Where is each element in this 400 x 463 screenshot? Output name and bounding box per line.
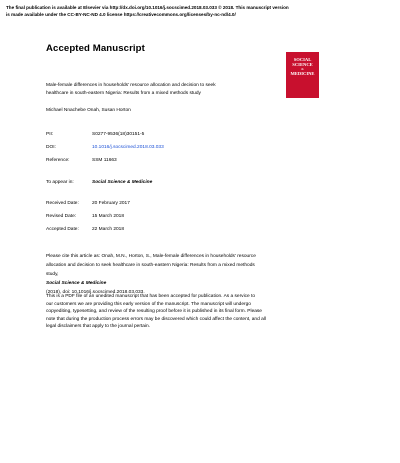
- disclaimer-line: copyediting, typesetting, and review of the resulting proof before it is published in its final form. Please: [46, 309, 262, 314]
- cover-text: &: [301, 67, 304, 71]
- meta-journal: [46, 179, 152, 186]
- meta-doi: [46, 144, 164, 151]
- disclaimer-line: This is a PDF file of an unedited manuscript that has been accepted for publication. As a service to: [46, 294, 256, 299]
- meta-revised: [46, 213, 124, 220]
- article-title: [46, 82, 278, 98]
- meta-label: Received Date:: [46, 201, 79, 206]
- citation-text: (2018), doi: 10.1016/j.socscimed.2018.03.033.: [46, 290, 145, 295]
- citation-text: study,: [46, 272, 59, 277]
- license-notice-line: is made available under the CC-BY-NC-ND 4.0 license https://creativecommons.org/licenses/by-nc-nd/4.0/: [6, 12, 236, 17]
- citation-line: Please cite this article as: Onah, M.N., Horton, S., Male-female differences in households' resource: [46, 254, 256, 259]
- authors: Michael Nnachebe Onah, Susan Horton: [46, 108, 131, 113]
- doi-link[interactable]: 10.1016/j.socscimed.2018.03.033: [92, 145, 164, 150]
- meta-label: PII:: [46, 132, 54, 137]
- meta-value: 15 March 2018: [92, 214, 124, 219]
- meta-label: DOI:: [46, 145, 56, 150]
- meta-received: [46, 200, 130, 207]
- article-title-line: healthcare in south-eastern Nigeria: Results from a mixed methods study: [46, 91, 201, 96]
- meta-reference: [46, 157, 117, 164]
- citation-block: [46, 252, 356, 297]
- pdf-disclaimer: [46, 293, 356, 331]
- meta-label: Reference:: [46, 158, 70, 163]
- page-title: Accepted Manuscript: [46, 43, 145, 54]
- meta-label: Accepted Date:: [46, 227, 79, 232]
- citation-journal: Social Science & Medicine: [46, 281, 107, 286]
- license-notice: [6, 4, 394, 18]
- meta-value: S0277-9536(18)30151-5: [92, 132, 145, 137]
- meta-accepted: [46, 226, 124, 233]
- meta-value: 22 March 2018: [92, 227, 124, 232]
- citation-line: allocation and decision to seek healthcare in south-eastern Nigeria: Results from a mixed methods: [46, 263, 255, 268]
- cover-text: SOCIAL: [293, 57, 312, 62]
- journal-name: Social Science & Medicine: [92, 180, 153, 185]
- journal-cover-image: [286, 52, 319, 98]
- article-title-line: Male-female differences in households' resource allocation and decision to seek: [46, 83, 216, 88]
- license-notice-line: The final publication is available at Elsevier via http://dx.doi.org/10.1016/j.socscimed.2018.03.033 © 2018. This manuscript version: [6, 5, 289, 10]
- meta-pii: [46, 131, 144, 138]
- meta-value: SSM 11663: [92, 158, 117, 163]
- disclaimer-line: note that during the production process errors may be discovered which could affect the content, and all: [46, 316, 266, 322]
- disclaimer-line: our customers we are providing this early version of the manuscript. The manuscript will undergo: [46, 301, 251, 307]
- meta-value: 20 February 2017: [92, 201, 130, 206]
- meta-label: Revised Date:: [46, 214, 77, 219]
- cover-text: MEDICINE: [290, 71, 315, 76]
- disclaimer-line: legal disclaimers that apply to the journal pertain.: [46, 324, 150, 329]
- cover-text: SCIENCE: [292, 62, 313, 67]
- meta-label: To appear in:: [46, 180, 74, 185]
